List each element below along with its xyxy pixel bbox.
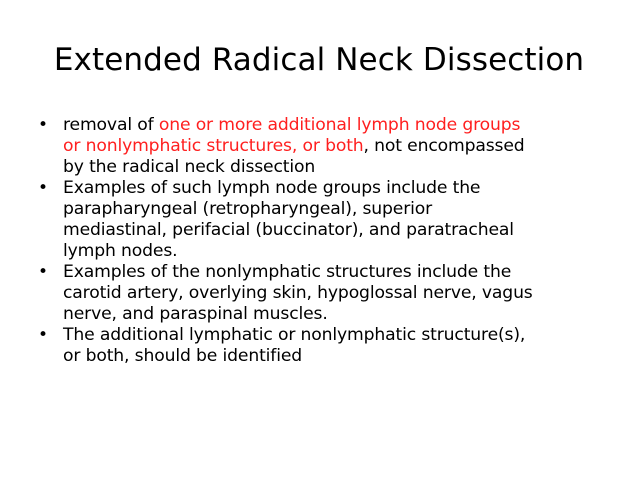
bullet-marker: • (38, 325, 48, 345)
bullet-text: , not encompassed (363, 136, 525, 156)
bullet-item-identification (38, 325, 613, 367)
bullet-line: The additional lymphatic or nonlymphatic structure(s), (63, 325, 526, 345)
slide-title: Extended Radical Neck Dissection (53, 42, 585, 78)
highlighted-text: or nonlymphatic structures, or both (63, 136, 364, 156)
bullet-line: parapharyngeal (retropharyngeal), superior (63, 199, 433, 219)
bullet-marker: • (38, 178, 48, 198)
bullet-line: nerve, and paraspinal muscles. (63, 304, 328, 324)
bullet-item-lymph-node-groups (38, 178, 613, 262)
bullet-line (63, 115, 613, 136)
highlighted-text: one or more additional lymph node groups (158, 115, 521, 135)
bullet-line: Examples of the nonlymphatic structures include the (63, 262, 512, 282)
bullet-list (38, 115, 613, 367)
bullet-line (63, 136, 613, 157)
bullet-line: Examples of such lymph node groups include the (63, 178, 481, 198)
bullet-line: by the radical neck dissection (63, 157, 316, 177)
bullet-line: lymph nodes. (63, 241, 178, 261)
bullet-line: or both, should be identified (63, 346, 303, 366)
bullet-marker: • (38, 115, 48, 135)
bullet-text: removal of (63, 115, 159, 135)
bullet-marker: • (38, 262, 48, 282)
bullet-line: carotid artery, overlying skin, hypoglossal nerve, vagus (63, 283, 533, 303)
bullet-item-removal (38, 115, 613, 178)
bullet-item-nonlymphatic-structures (38, 262, 613, 325)
bullet-line: mediastinal, perifacial (buccinator), and paratracheal (63, 220, 514, 240)
